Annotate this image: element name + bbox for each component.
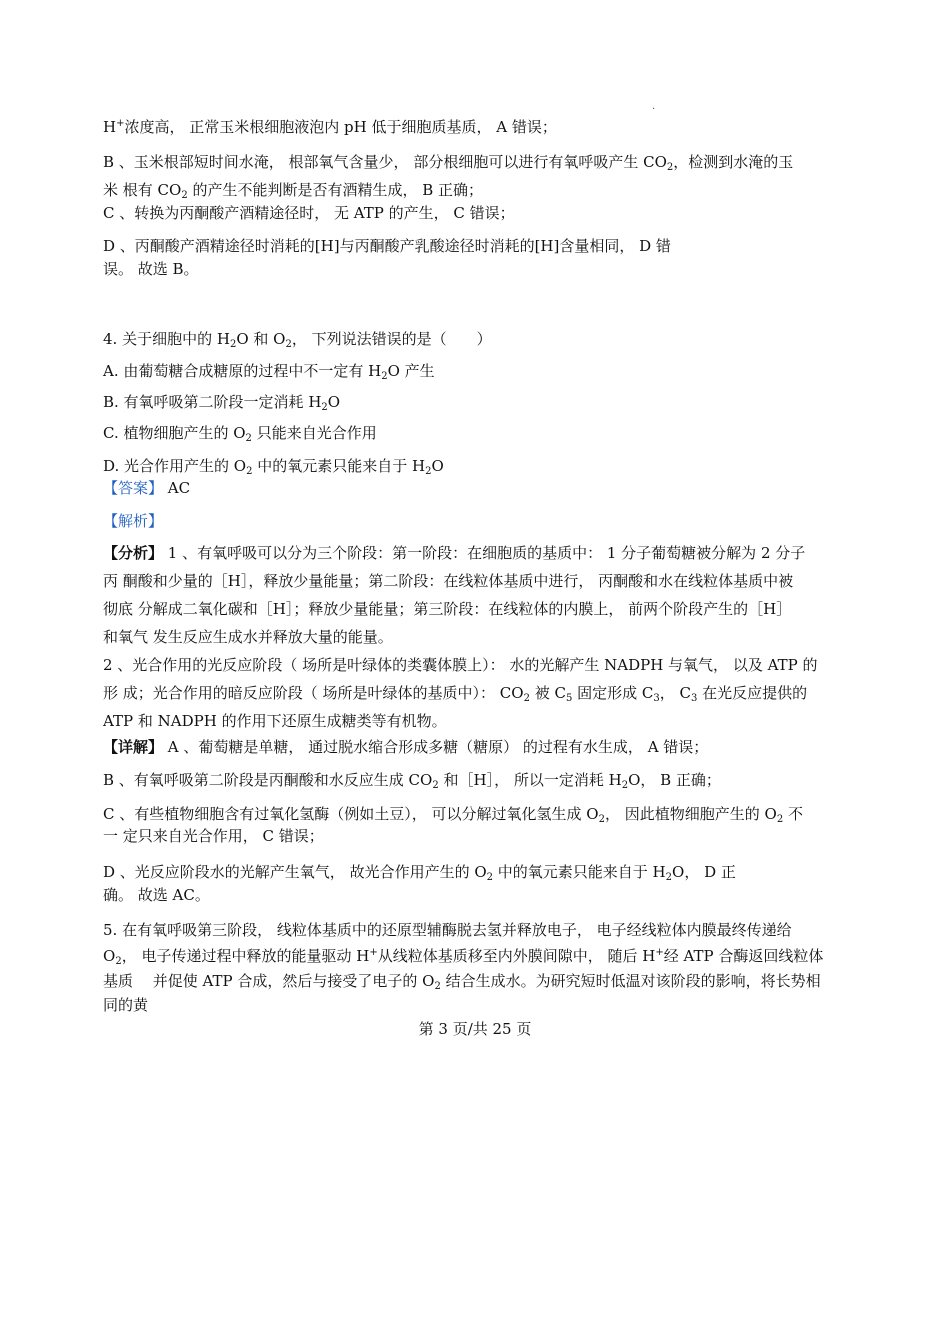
- analysis-line-7: ATP 和 NADPH 的作用下还原生成糖类等有机物。: [103, 712, 447, 730]
- detail-line-1: 【详解】 A 、葡萄糖是单糖， 通过脱水缩合形成多糖（糖原） 的过程有水生成， A 错误；: [103, 738, 709, 756]
- detail-line-5: D 、光反应阶段水的光解产生氧气， 故光合作用产生的 $O_2$ 中的氧元素只能来自于 $H_2O$， D 正: [103, 863, 736, 883]
- page-footer: 第 3 页/共 25 页: [418, 1020, 532, 1038]
- q4-stem: 4. 关于细胞中的 $H_2O$ 和 $O_2$， 下列说法错误的是（ ）: [103, 330, 492, 350]
- analysis-line-1: 【分析】 1 、有氧呼吸可以分为三个阶段：第一阶段：在细胞质的基质中： 1 分子葡萄糖被分解为 2 分子: [103, 544, 806, 562]
- analysis-line-3: 彻底 分解成二氧化碳和［H］；释放少量能量；第三阶段：在线粒体的内膜上， 前两个阶段产生的［H］: [103, 600, 792, 618]
- analysis-line-2: 丙 酮酸和少量的［H］，释放少量能量；第二阶段：在线粒体基质中进行， 丙酮酸和水在线粒体基质中被: [103, 572, 794, 590]
- prev-answer-line-4: C 、转换为丙酮酸产酒精途径时， 无 ATP 的产生， C 错误；: [103, 204, 515, 222]
- q5-line-2: $O_2$， 电子传递过程中释放的能量驱动 H+从线粒体基质移至内外膜间隙中， 随后 H+经 ATP 合酶返回线粒体: [103, 947, 824, 967]
- q4-option-d: D. 光合作用产生的 $O_2$ 中的氧元素只能来自于 $H_2O$: [103, 457, 444, 477]
- analysis-line-6: 形 成；光合作用的暗反应阶段（ 场所是叶绿体的基质中）： $CO_2$ 被 $C_5$ 固定形成 $C_3$， $C_3$ 在光反应提供的: [103, 684, 808, 704]
- detail-line-6: 确。 故选 AC。: [103, 886, 210, 904]
- q4-option-c: C. 植物细胞产生的 $O_2$ 只能来自光合作用: [103, 424, 377, 444]
- q4-answer: [103, 478, 190, 498]
- analysis-tag: 【解析】: [103, 512, 164, 530]
- analysis-line-4: 和氧气 发生反应生成水并释放大量的能量。: [103, 628, 393, 646]
- detail-line-3: C 、有些植物细胞含有过氧化氢酶（例如土豆）， 可以分解过氧化氢生成 $O_2$， 因此植物细胞产生的 $O_2$ 不: [103, 805, 803, 825]
- prev-answer-line-3: 米 根有 $CO_2$ 的产生不能判断是否有酒精生成， B 正确；: [103, 181, 484, 201]
- q5-line-1: 5. 在有氧呼吸第三阶段， 线粒体基质中的还原型辅酶脱去氢并释放电子， 电子经线粒体内膜最终传递给: [103, 921, 792, 939]
- prev-answer-line-6: 误。 故选 B。: [103, 260, 199, 278]
- speck-decoration: ·: [652, 104, 656, 115]
- prev-answer-line-1: H+浓度高， 正常玉米根细胞液泡内 pH 低于细胞质基质， A 错误；: [103, 118, 557, 136]
- q4-option-a: A. 由葡萄糖合成糖原的过程中不一定有 $H_2O$ 产生: [103, 362, 435, 382]
- answer-tag: 【答案】: [103, 479, 164, 497]
- prev-answer-line-5: D 、丙酮酸产酒精途径时消耗的[H]与丙酮酸产乳酸途径时消耗的[H]含量相同， D 错: [103, 237, 671, 255]
- prev-answer-line-2: B 、玉米根部短时间水淹， 根部氧气含量少， 部分根细胞可以进行有氧呼吸产生 $CO_2$，检测到水淹的玉: [103, 153, 794, 173]
- answer-value: AC: [163, 479, 191, 497]
- detail-line-2: B 、有氧呼吸第二阶段是丙酮酸和水反应生成 $CO_2$ 和［H］， 所以一定消耗 $H_2O$， B 正确；: [103, 771, 721, 791]
- q4-option-b: B. 有氧呼吸第二阶段一定消耗 $H_2O$: [103, 393, 341, 413]
- q5-line-4: 同的黄: [103, 996, 149, 1014]
- analysis-line-5: 2 、光合作用的光反应阶段（ 场所是叶绿体的类囊体膜上）： 水的光解产生 NADPH 与氧气， 以及 ATP 的: [103, 656, 818, 674]
- detail-line-4: 一 定只来自光合作用， C 错误；: [103, 827, 324, 845]
- q5-line-3: 基质 并促使 ATP 合成，然后与接受了电子的 $O_2$ 结合生成水。为研究短时低温对该阶段的影响，将长势相: [103, 972, 821, 992]
